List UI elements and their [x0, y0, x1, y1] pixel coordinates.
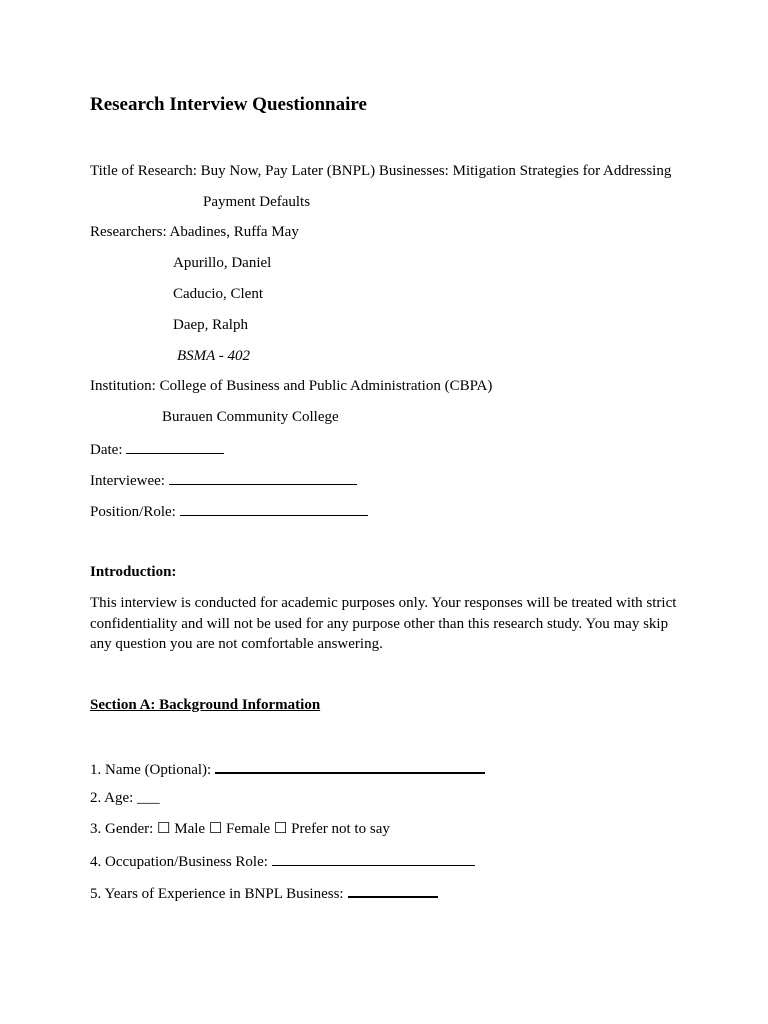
section-a-heading: Section A: Background Information	[90, 697, 321, 713]
researchers-line: Researchers: Abadines, Ruffa May	[90, 224, 299, 240]
researcher-name: Caducio, Clent	[173, 286, 263, 302]
introduction-heading: Introduction:	[90, 564, 177, 580]
researcher-name: Apurillo, Daniel	[173, 255, 272, 271]
question-age-label: 2. Age:	[90, 790, 134, 806]
researcher-name: Daep, Ralph	[173, 317, 248, 333]
position-label: Position/Role:	[90, 504, 176, 520]
experience-blank[interactable]	[348, 882, 438, 898]
question-age[interactable]	[90, 789, 160, 807]
occupation-blank[interactable]	[272, 851, 475, 866]
age-blank[interactable]: ___	[137, 790, 160, 806]
interviewee-label: Interviewee:	[90, 473, 165, 489]
date-label: Date:	[90, 442, 123, 458]
date-blank[interactable]	[126, 439, 224, 454]
position-blank[interactable]	[180, 501, 368, 516]
institution-line: Institution: College of Business and Public Administration (CBPA)	[90, 378, 493, 394]
research-title-line: Title of Research: Buy Now, Pay Later (BNPL) Businesses: Mitigation Strategies for Addressing	[90, 163, 672, 179]
research-title-continuation: Payment Defaults	[203, 194, 311, 210]
question-experience-label: 5. Years of Experience in BNPL Business:	[90, 886, 344, 902]
question-experience[interactable]	[90, 882, 438, 903]
question-occupation-label: 4. Occupation/Business Role:	[90, 854, 268, 870]
date-field[interactable]	[90, 439, 224, 459]
question-gender[interactable]: 3. Gender: ☐ Male ☐ Female ☐ Prefer not to say	[90, 821, 390, 837]
question-name[interactable]	[90, 758, 485, 779]
position-field[interactable]	[90, 501, 368, 521]
question-occupation[interactable]	[90, 851, 475, 871]
name-blank[interactable]	[215, 758, 485, 774]
introduction-body: This interview is conducted for academic purposes only. Your responses will be treated with strict confidentiality and will not be used for any purpose other than this research study. You may skip any question you are not comfortable answering.	[90, 595, 677, 652]
interviewee-blank[interactable]	[169, 470, 357, 485]
question-name-label: 1. Name (Optional):	[90, 762, 212, 778]
interviewee-field[interactable]	[90, 470, 357, 490]
document-title: Research Interview Questionnaire	[90, 94, 367, 115]
institution-continuation: Burauen Community College	[162, 409, 339, 425]
section-code: BSMA - 402	[177, 348, 251, 364]
